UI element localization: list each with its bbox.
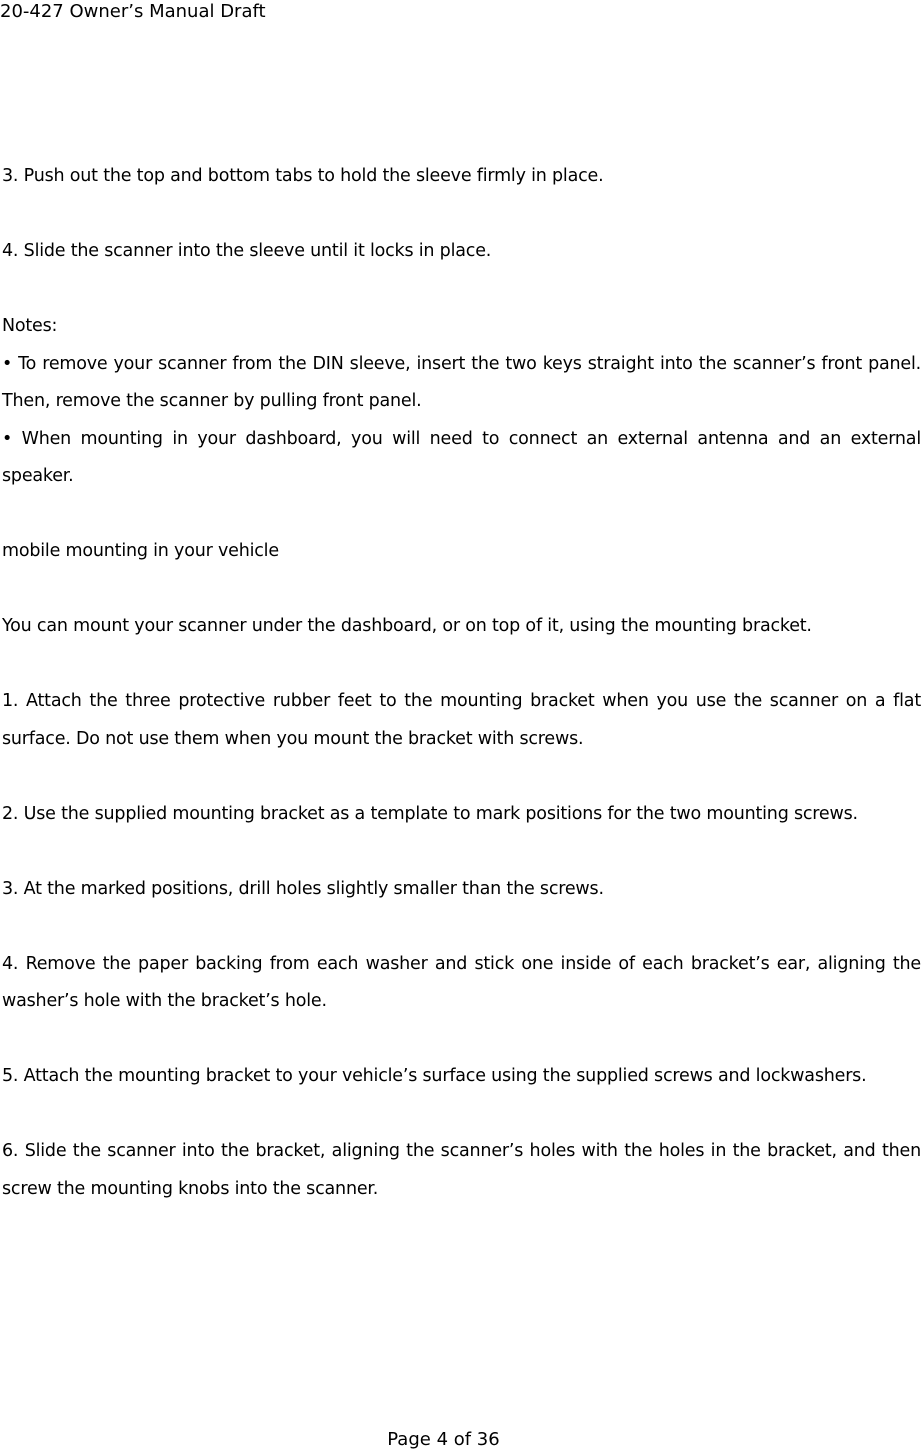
spacer xyxy=(2,496,921,534)
document-header: 20-427 Owner’s Manual Draft xyxy=(0,1,266,22)
note-item-1: • To remove your scanner from the DIN sleeve, insert the two keys straight into the scanner’s front panel. Then, remove the scanner by pulling front panel. xyxy=(2,353,921,411)
spacer xyxy=(2,908,921,946)
spacer xyxy=(2,571,921,609)
spacer xyxy=(2,758,921,796)
mounting-step-1: 1. Attach the three protective rubber feet to the mounting bracket when you use the scanner on a flat surface. Do not use them when you mount the bracket with screws. xyxy=(2,691,921,749)
spacer xyxy=(2,196,921,234)
document-body xyxy=(2,158,921,1208)
section-intro: You can mount your scanner under the dashboard, or on top of it, using the mounting bracket. xyxy=(2,616,812,636)
spacer xyxy=(2,646,921,684)
mounting-step-5: 5. Attach the mounting bracket to your vehicle’s surface using the supplied screws and lockwashers. xyxy=(2,1066,867,1086)
note-item-2: • When mounting in your dashboard, you will need to connect an external antenna and an external speaker. xyxy=(2,428,921,486)
mounting-step-3: 3. At the marked positions, drill holes slightly smaller than the screws. xyxy=(2,878,604,899)
spacer xyxy=(2,833,921,871)
section-heading: mobile mounting in your vehicle xyxy=(2,541,279,561)
spacer xyxy=(2,271,921,309)
spacer xyxy=(2,1021,921,1059)
sleeve-step-4: 4. Slide the scanner into the sleeve until it locks in place. xyxy=(2,241,492,261)
mounting-step-4: 4. Remove the paper backing from each washer and stick one inside of each bracket’s ear, aligning the washer’s hole with the bracket’s hole. xyxy=(2,953,921,1011)
notes-label: Notes: xyxy=(2,316,58,336)
sleeve-step-3: 3. Push out the top and bottom tabs to hold the sleeve firmly in place. xyxy=(2,166,604,186)
mounting-step-2: 2. Use the supplied mounting bracket as a template to mark positions for the two mounting screws. xyxy=(2,803,858,824)
page-number: Page 4 of 36 xyxy=(387,1429,500,1450)
mounting-step-6: 6. Slide the scanner into the bracket, aligning the scanner’s holes with the holes in the bracket, and then screw the mounting knobs into the scanner. xyxy=(2,1141,921,1199)
spacer xyxy=(2,1096,921,1134)
